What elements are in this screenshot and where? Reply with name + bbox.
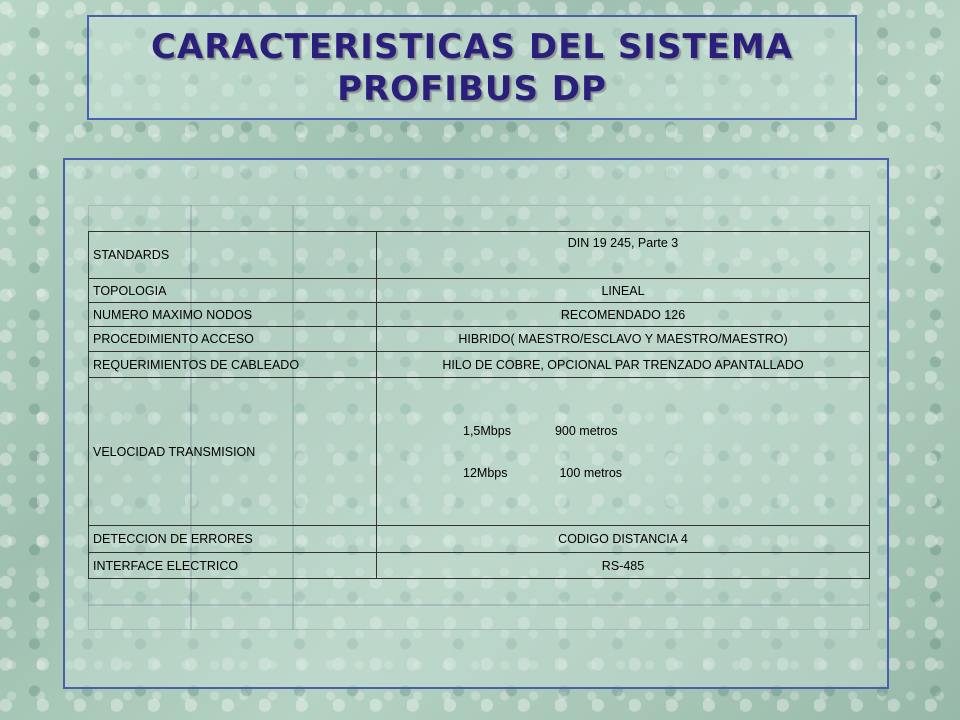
row-value: HIBRIDO( MAESTRO/ESCLAVO Y MAESTRO/MAESTRO) [377,327,870,352]
row-value: DIN 19 245, Parte 3 [377,232,870,279]
row-label: DETECCION DE ERRORES [89,526,377,553]
row-value: RECOMENDADO 126 [377,303,870,327]
speed-cell [377,378,870,526]
speed-distance: 100 metros [559,465,623,480]
speed-entry [381,466,865,480]
slide-title-line-2: PROFIBUS DP [337,68,607,109]
row-label: STANDARDS [89,232,377,279]
row-label: TOPOLOGIA [89,279,377,303]
slide-title-line-1: CARACTERISTICAS DEL SISTEMA [150,26,794,67]
row-value: HILO DE COBRE, OPCIONAL PAR TRENZADO APANTALLADO [377,352,870,378]
table-row [89,378,870,526]
table-row [89,232,870,279]
speed-rate: 12Mbps [463,465,508,480]
characteristics-table [88,231,870,579]
speed-entry [381,424,865,438]
table-row [89,352,870,378]
table-row [89,303,870,327]
table-row [89,526,870,553]
table-row [89,553,870,579]
title-box [87,15,857,120]
row-value: RS-485 [377,553,870,579]
row-label: INTERFACE ELECTRICO [89,553,377,579]
row-value: CODIGO DISTANCIA 4 [377,526,870,553]
table-row [89,279,870,303]
faint-grid-line [88,604,870,606]
row-label: NUMERO MAXIMO NODOS [89,303,377,327]
row-value: LINEAL [377,279,870,303]
row-label: VELOCIDAD TRANSMISION [89,378,377,526]
speed-rate: 1,5Mbps [463,423,511,438]
speed-distance: 900 metros [554,423,618,438]
table-row [89,327,870,352]
row-label: REQUERIMIENTOS DE CABLEADO [89,352,377,378]
row-label: PROCEDIMIENTO ACCESO [89,327,377,352]
